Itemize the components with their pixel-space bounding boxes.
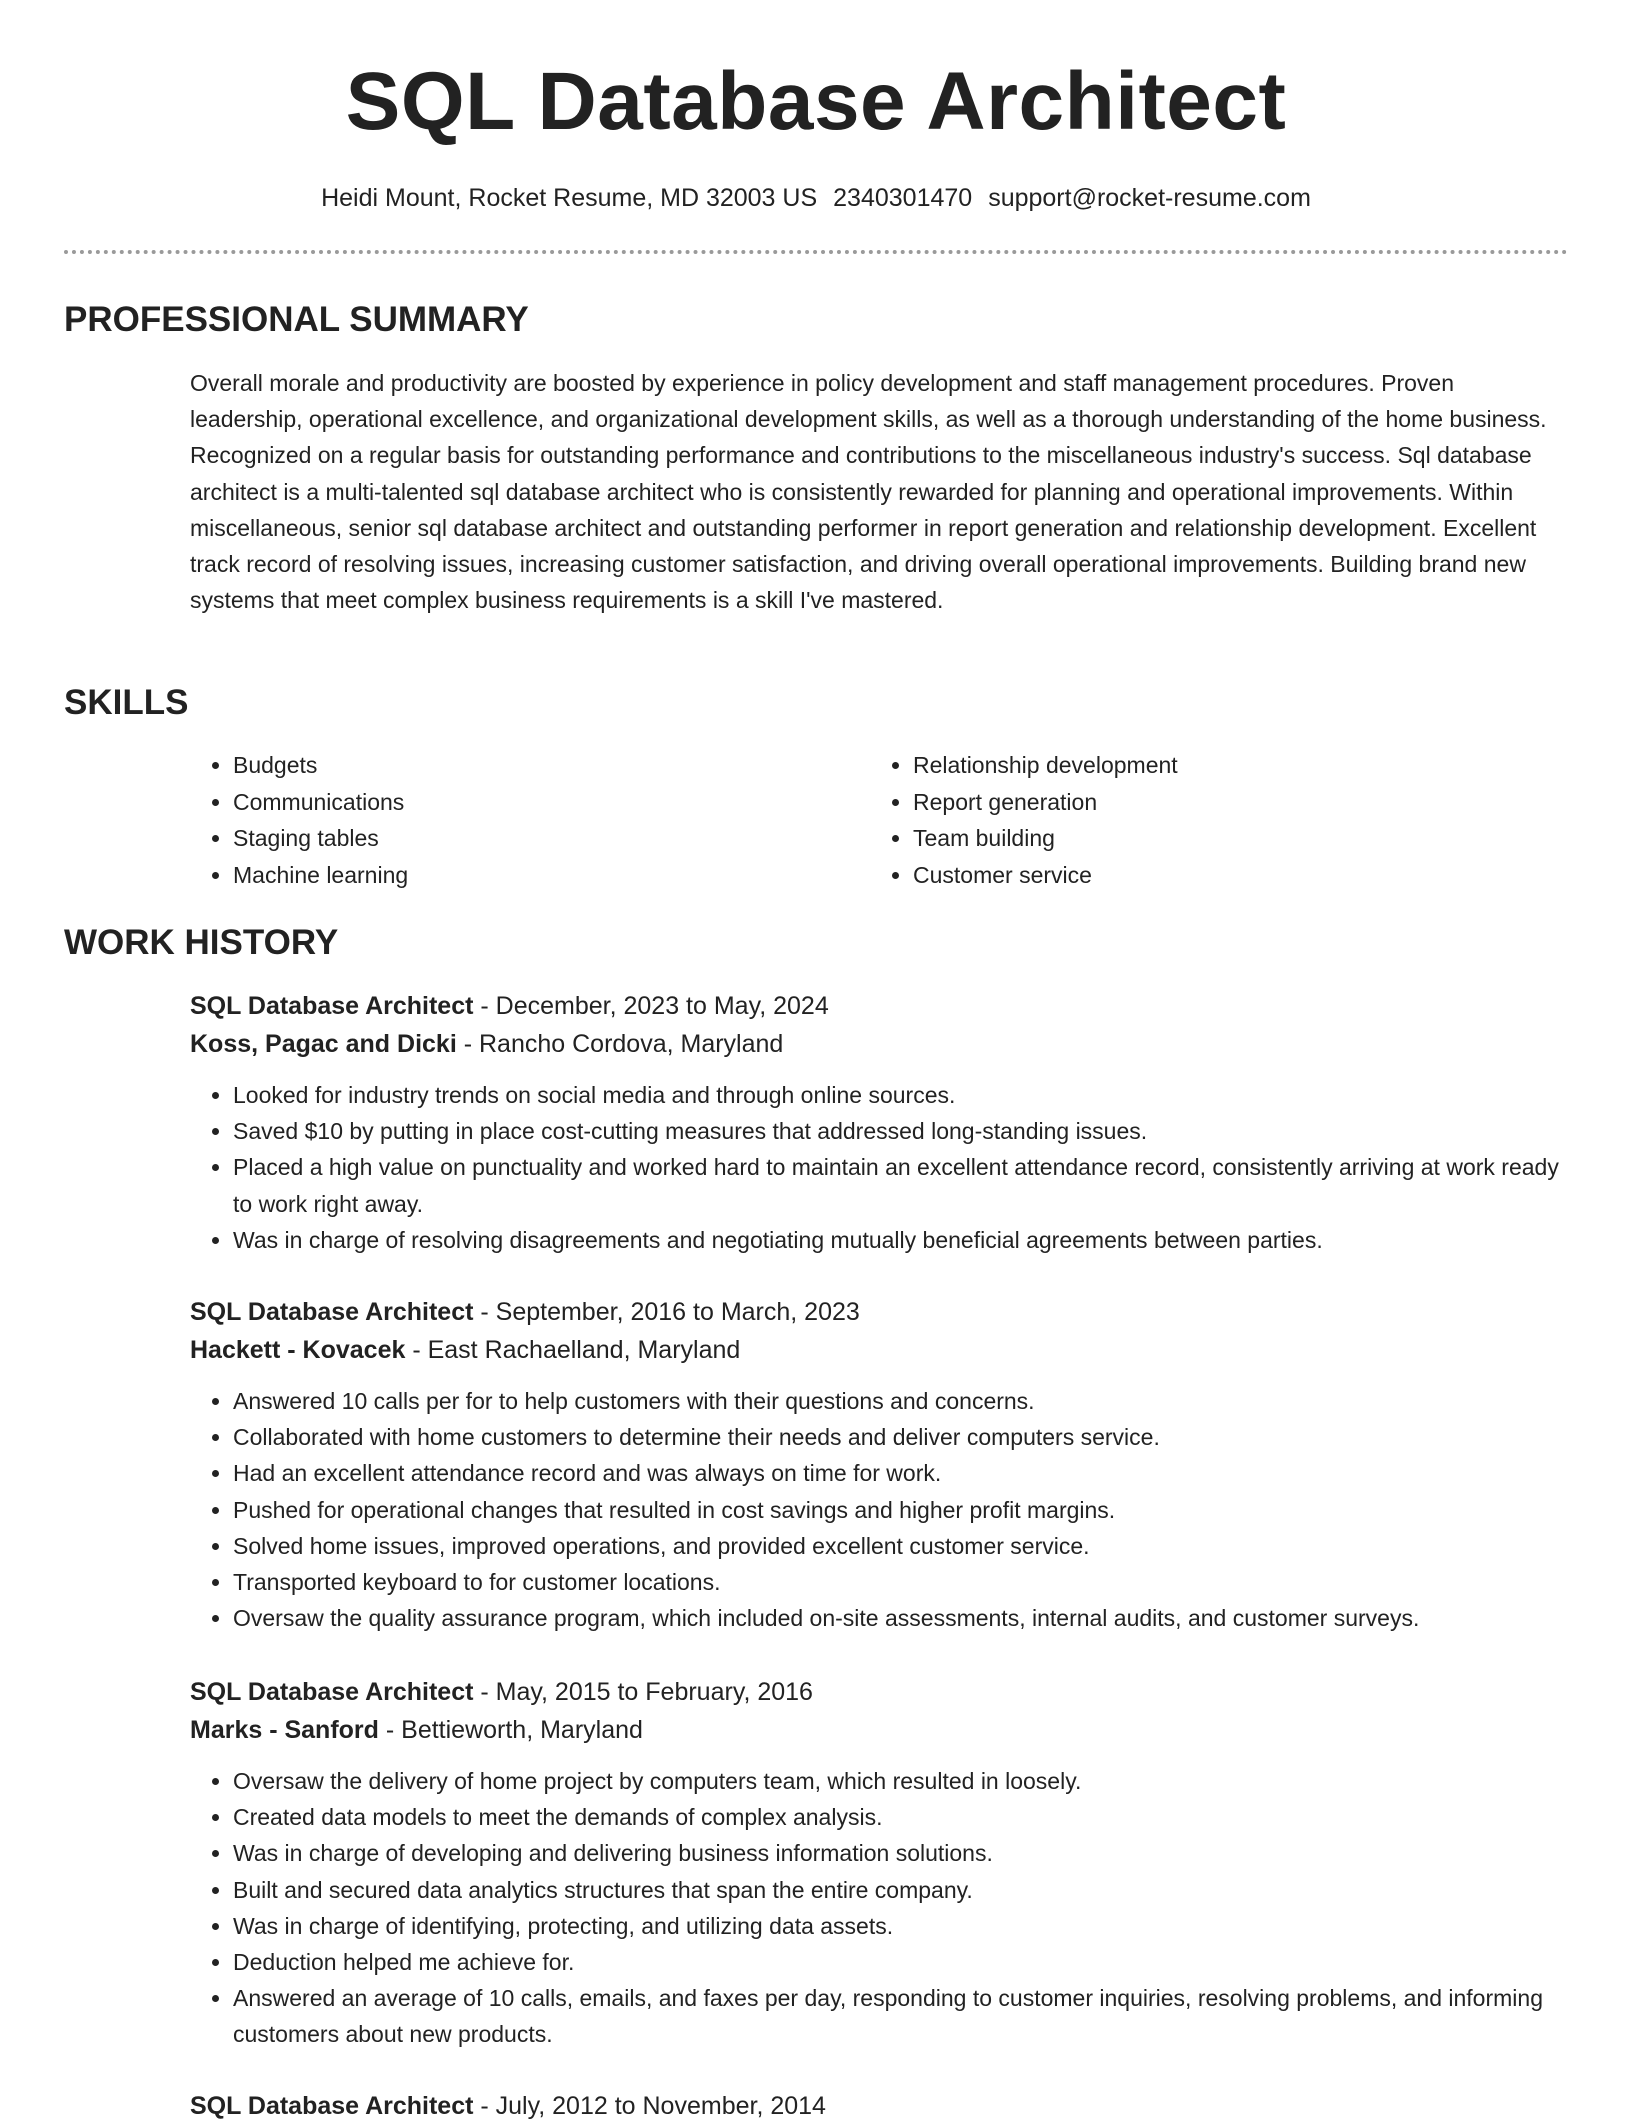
job-bullets — [190, 1763, 1568, 2053]
job-location: - Bettieworth, Maryland — [378, 1716, 643, 1744]
contact-phone: 2340301470 — [833, 184, 973, 212]
job-bullets — [190, 1077, 1568, 1258]
job-entry — [190, 987, 1568, 1258]
job-company-line — [190, 1711, 1568, 1749]
skill-item: • Budgets — [233, 747, 870, 784]
job-bullet: • Deduction helped me achieve for. — [233, 1944, 1568, 1980]
job-company-line — [190, 1331, 1568, 1369]
job-bullet: • Was in charge of resolving disagreements and negotiating mutually beneficial agreements between parties. — [233, 1222, 1568, 1258]
skill-item: • Relationship development — [913, 747, 1550, 784]
summary-text: Overall morale and productivity are boosted by experience in policy development and staff management procedures. Proven leadership, operational excellence, and organizational development skills, as well as a thorough understanding of the home business. Recognized on a regular basis for outstanding performance and contributions to the miscellaneous industry's success. Sql database architect is a multi-talented sql database architect who is consistently rewarded for planning and operational improvements. Within miscellaneous, senior sql database architect and outstanding performer in report generation and relationship development. Excellent track record of resolving issues, increasing customer satisfaction, and driving overall operational improvements. Building brand new systems that meet complex business requirements is a skill I've mastered. — [190, 370, 1547, 614]
job-title-line — [190, 987, 1568, 1025]
job-dates: - September, 2016 to March, 2023 — [473, 1298, 860, 1326]
skills-list — [190, 747, 1568, 893]
skill-item: • Machine learning — [233, 857, 870, 894]
job-location: - Rancho Cordova, Maryland — [456, 1030, 784, 1058]
skills-heading: SKILLS — [64, 683, 189, 722]
job-dates: - December, 2023 to May, 2024 — [473, 992, 829, 1020]
job-bullet: • Placed a high value on punctuality and worked hard to maintain an excellent attendance record, consistently arriving at work ready to work right away. — [233, 1149, 1568, 1221]
job-bullet: • Built and secured data analytics structures that span the entire company. — [233, 1872, 1568, 1908]
job-title: SQL Database Architect — [190, 1298, 474, 1326]
job-bullet: • Oversaw the quality assurance program, which included on-site assessments, internal audits, and customer surveys. — [233, 1600, 1568, 1636]
job-title: SQL Database Architect — [190, 1678, 474, 1706]
job-bullet: • Solved home issues, improved operations, and provided excellent customer service. — [233, 1528, 1568, 1564]
job-entry — [190, 1293, 1568, 1636]
job-title: SQL Database Architect — [190, 2092, 474, 2120]
job-title: SQL Database Architect — [190, 992, 474, 1020]
job-dates: - May, 2015 to February, 2016 — [473, 1678, 813, 1706]
header-divider — [64, 250, 1568, 254]
job-bullet: • Answered 10 calls per for to help customers with their questions and concerns. — [233, 1383, 1568, 1419]
job-title-line — [190, 2087, 1568, 2125]
job-bullet: • Pushed for operational changes that resulted in cost savings and higher profit margins. — [233, 1492, 1568, 1528]
skill-item: • Staging tables — [233, 820, 870, 857]
skills-column-left — [190, 747, 870, 893]
skills-column-right — [870, 747, 1550, 893]
job-bullets — [190, 1383, 1568, 1636]
job-company: Marks - Sanford — [190, 1716, 379, 1744]
job-bullet: • Saved $10 by putting in place cost-cutting measures that addressed long-standing issues. — [233, 1113, 1568, 1149]
job-bullet: • Created data models to meet the demands of complex analysis. — [233, 1799, 1568, 1835]
resume-title: SQL Database Architect — [345, 56, 1287, 147]
job-dates: - July, 2012 to November, 2014 — [473, 2092, 826, 2120]
job-title-line — [190, 1673, 1568, 1711]
job-entry — [190, 1673, 1568, 2053]
job-bullet: • Answered an average of 10 calls, emails, and faxes per day, responding to customer inquiries, resolving problems, and informing customers about new products. — [233, 1980, 1568, 2052]
skill-item: • Report generation — [913, 784, 1550, 821]
job-title-line — [190, 1293, 1568, 1331]
skill-item: • Team building — [913, 820, 1550, 857]
contact-line — [0, 180, 1632, 216]
job-bullet: • Transported keyboard to for customer locations. — [233, 1564, 1568, 1600]
summary-heading: PROFESSIONAL SUMMARY — [64, 300, 529, 339]
job-bullet: • Was in charge of identifying, protecting, and utilizing data assets. — [233, 1908, 1568, 1944]
job-location: - East Rachaelland, Maryland — [405, 1336, 741, 1364]
job-bullet: • Was in charge of developing and delivering business information solutions. — [233, 1835, 1568, 1871]
job-bullet: • Looked for industry trends on social media and through online sources. — [233, 1077, 1568, 1113]
job-company: Koss, Pagac and Dicki — [190, 1030, 457, 1058]
work-history-heading: WORK HISTORY — [64, 923, 339, 962]
job-company-line — [190, 1025, 1568, 1063]
job-entry — [190, 2087, 1568, 2125]
job-bullet: • Collaborated with home customers to determine their needs and deliver computers service. — [233, 1419, 1568, 1455]
job-bullet: • Had an excellent attendance record and was always on time for work. — [233, 1455, 1568, 1491]
job-company: Hackett - Kovacek — [190, 1336, 406, 1364]
skill-item: • Communications — [233, 784, 870, 821]
contact-email: support@rocket-resume.com — [988, 184, 1311, 212]
contact-address: Heidi Mount, Rocket Resume, MD 32003 US — [321, 184, 818, 212]
job-bullet: • Oversaw the delivery of home project by computers team, which resulted in loosely. — [233, 1763, 1568, 1799]
skill-item: • Customer service — [913, 857, 1550, 894]
